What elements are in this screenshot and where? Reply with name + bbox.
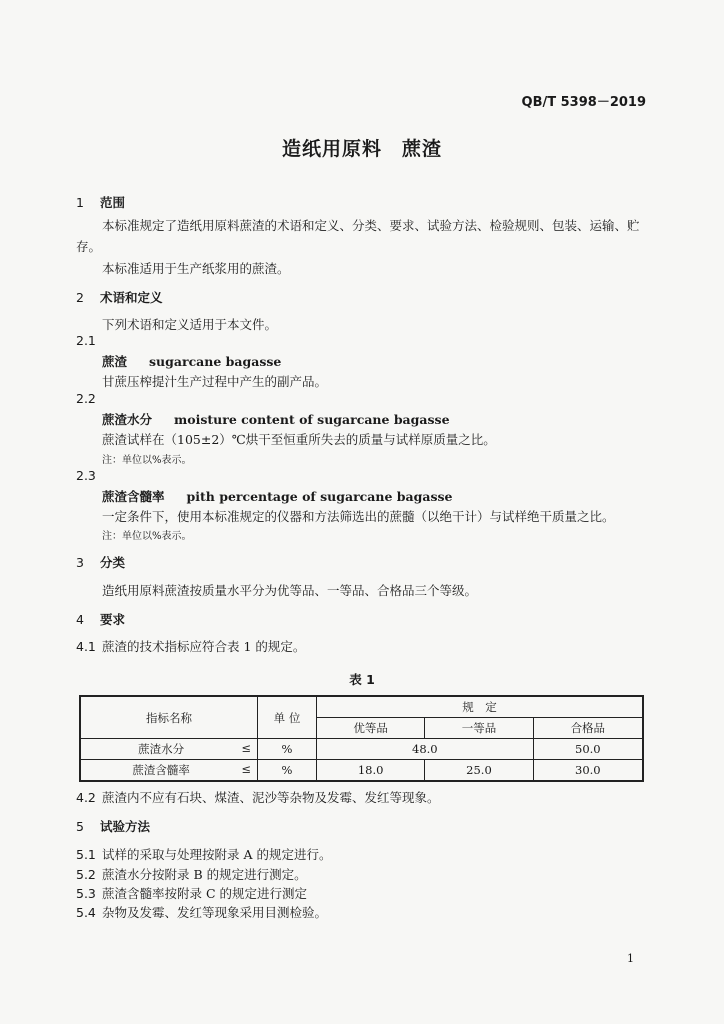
- section-1-heading: 1 范围: [76, 195, 126, 210]
- table-header-row: [80, 696, 643, 718]
- table-caption: 表 1: [349, 672, 375, 687]
- header-unit: 单 位: [258, 696, 317, 739]
- definition-moisture-content: 蔗渣试样在（105±2）℃烘干至恒重所失去的质量与试样原质量之比。: [102, 432, 496, 447]
- clause-5-2: 5.2 蔗渣水分按附录 B 的规定进行测定。: [76, 867, 307, 882]
- clause-4-1: 4.1 蔗渣的技术指标应符合表 1 的规定。: [76, 639, 306, 654]
- page-number: 1: [627, 952, 634, 965]
- clause-4-2: 4.2 蔗渣内不应有石块、煤渣、泥沙等杂物及发霉、发红等现象。: [76, 790, 440, 805]
- row-name-moisture: 蔗渣水分 ≤: [80, 739, 258, 760]
- row-name-pith: 蔗渣含髓率 ≤: [80, 760, 258, 782]
- scope-paragraph-2: 本标准适用于生产纸浆用的蔗渣。: [102, 261, 290, 276]
- page-title: 造纸用原料 蔗渣: [281, 138, 442, 160]
- spec-table: [79, 695, 644, 782]
- note-moisture-unit: 注：单位以%表示。: [102, 455, 192, 466]
- note-pith-unit: 注：单位以%表示。: [102, 531, 192, 542]
- table-row: [80, 760, 643, 782]
- definition-pith-percentage: 一定条件下，使用本标准规定的仪器和方法筛选出的蔗髓（以绝干计）与试样绝干质量之比。: [102, 509, 615, 524]
- standard-number: QB/T 5398－2019: [521, 95, 646, 110]
- section-3-heading: 3 分类: [76, 555, 126, 570]
- term-sugarcane-bagasse: 蔗渣 sugarcane bagasse: [102, 354, 282, 369]
- table-row: [80, 739, 643, 760]
- row-value: 18.0: [317, 760, 425, 782]
- definition-sugarcane-bagasse: 甘蔗压榨提汁生产过程中产生的副产品。: [102, 374, 328, 389]
- clause-5-3: 5.3 蔗渣含髓率按附录 C 的规定进行测定: [76, 886, 308, 901]
- terms-intro: 下列术语和定义适用于本文件。: [102, 317, 278, 332]
- term-pith-percentage: 蔗渣含髓率 pith percentage of sugarcane bagasse: [102, 489, 453, 504]
- header-indicator-name: 指标名称: [80, 696, 258, 739]
- section-4-heading: 4 要求: [76, 612, 126, 627]
- scope-paragraph-1: 本标准规定了造纸用原料蔗渣的术语和定义、分类、要求、试验方法、检验规则、包装、运输、贮存。: [76, 218, 640, 254]
- header-grade-qualified: 合格品: [533, 718, 643, 739]
- header-spec: 规 定: [317, 696, 644, 718]
- row-unit: %: [258, 739, 317, 760]
- section-2-heading: 2 术语和定义: [76, 290, 163, 305]
- clause-number-2-3: 2.3: [76, 468, 96, 483]
- clause-5-1: 5.1 试样的采取与处理按附录 A 的规定进行。: [76, 847, 332, 862]
- row-unit: %: [258, 760, 317, 782]
- row-value: 50.0: [533, 739, 643, 760]
- row-value: 25.0: [425, 760, 533, 782]
- clause-number-2-1: 2.1: [76, 333, 96, 348]
- clause-number-2-2: 2.2: [76, 391, 96, 406]
- header-grade-first: 一等品: [425, 718, 533, 739]
- clause-5-4: 5.4 杂物及发霉、发红等现象采用目测检验。: [76, 905, 328, 920]
- section-5-heading: 5 试验方法: [76, 819, 151, 834]
- row-value: 30.0: [533, 760, 643, 782]
- header-grade-superior: 优等品: [317, 718, 425, 739]
- classification-paragraph: 造纸用原料蔗渣按质量水平分为优等品、一等品、合格品三个等级。: [102, 583, 478, 598]
- row-value: 48.0: [317, 739, 534, 760]
- term-moisture-content: 蔗渣水分 moisture content of sugarcane bagasse: [102, 412, 450, 427]
